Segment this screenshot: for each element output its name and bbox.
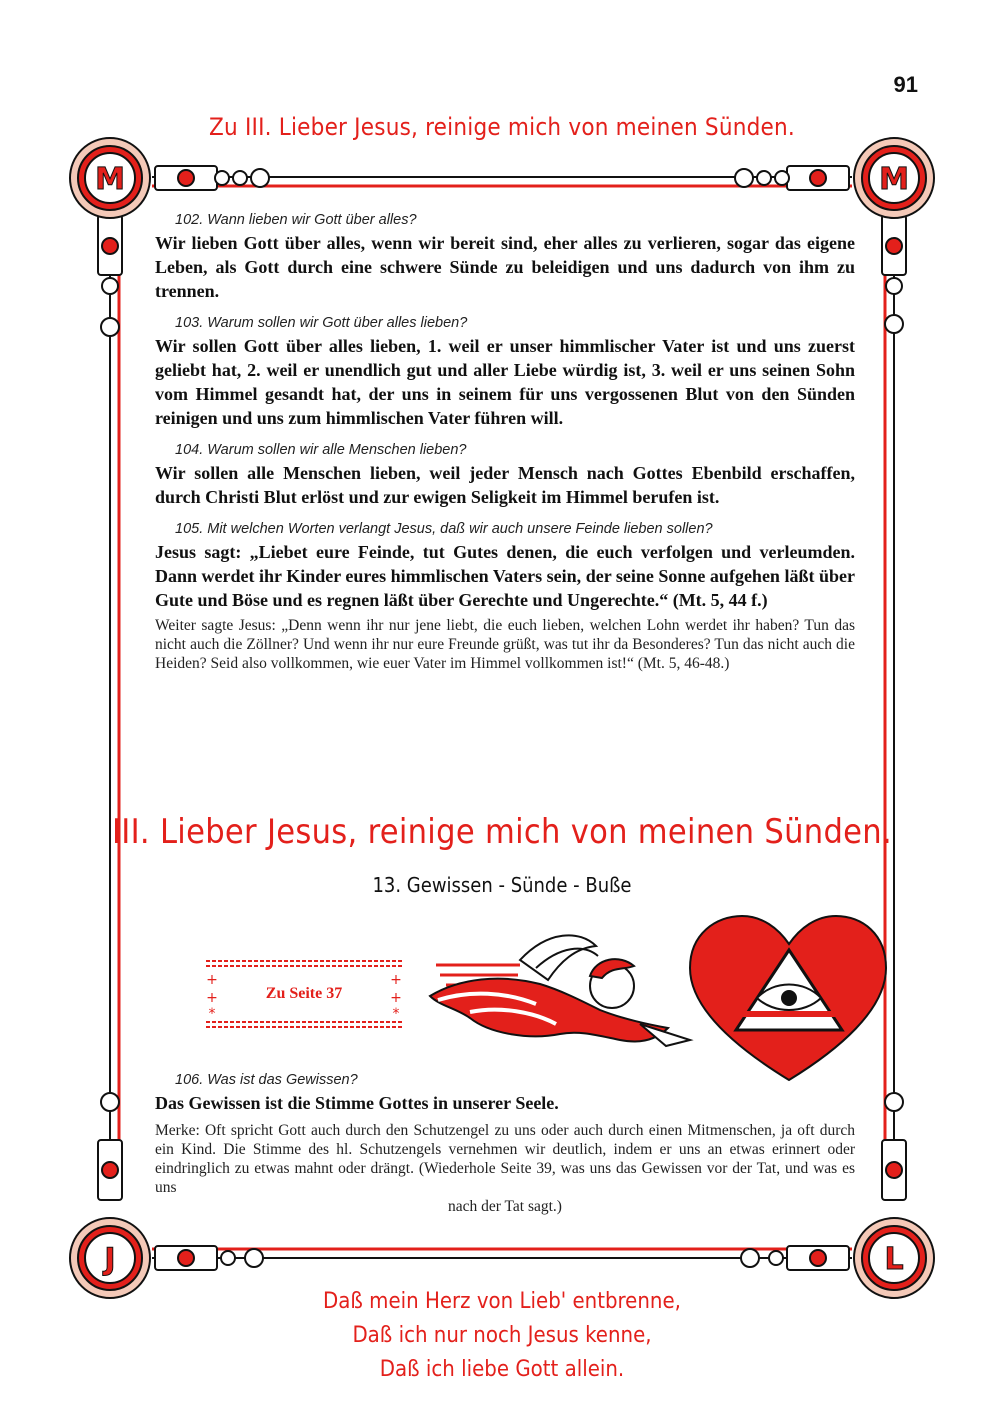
answer-text: Wir sollen alle Menschen lieben, weil jeder Mensch nach Gottes Ebenbild erschaffen, durch Christi Blut erlöst und zur ewigen Seligkeit im Himmel berufen ist.	[155, 463, 855, 507]
angel-illustration	[430, 935, 690, 1046]
page-reference-link[interactable]: Zu Seite 37	[265, 985, 343, 1002]
svg-text:*: *	[208, 1006, 216, 1022]
page-number: 91	[893, 72, 918, 97]
svg-text:+: +	[206, 990, 218, 1006]
svg-text:+: +	[390, 990, 402, 1006]
svg-text:+: +	[390, 972, 402, 988]
question-105	[155, 521, 855, 673]
corner-letter-top-left: M	[95, 162, 125, 197]
section-heading: III. Lieber Jesus, reinige mich von meinen Sünden.	[111, 812, 893, 852]
verse-line: Daß ich liebe Gott allein.	[379, 1357, 625, 1382]
question-text: 105. Mit welchen Worten verlangt Jesus, daß wir auch unsere Feinde lieben sollen?	[175, 521, 713, 537]
corner-letter-top-right: M	[879, 162, 909, 197]
closing-verse	[0, 1285, 1004, 1387]
chapter-heading: 13. Gewissen - Sünde - Buße	[372, 873, 632, 897]
page-reference-box	[204, 958, 404, 1030]
question-text: 106. Was ist das Gewissen?	[175, 1072, 358, 1088]
answer-text: Wir sollen Gott über alles lieben, 1. weil er unser himmlischer Vater ist und uns zuerst geliebt hat, 2. weil er unendlich gut und aller Liebe würdig ist, 3. weil er uns seinen Sohn vom Himmel gesandt hat, der uns in seinem für uns vergossenen Blut von den Sünden reinigen und uns zum himmlischen Vater führen will.	[155, 336, 855, 428]
answer-text: Wir lieben Gott über alles, wenn wir bereit sind, eher alles zu verlieren, sogar das eigene Leben, als Gott durch eine schwere Sünde zu beleidigen und uns dadurch von ihm zu trennen.	[155, 233, 855, 301]
answer-text: Jesus sagt: „Liebet eure Feinde, tut Gutes denen, die euch verfolgen und verleumden. Dann werdet ihr Kinder eures himmlischen Vaters sein, der seine Sonne aufgehen läßt über Gute und Böse und es regnen läßt über Gerechte und Ungerechte.“ (Mt. 5, 44 f.)	[155, 542, 855, 610]
note-text: Weiter sagte Jesus: „Denn wenn ihr nur jene liebt, die euch lieben, welchen Lohn werdet ihr haben? Tun das nicht auch die Zöllner? Und wenn ihr nur eure Freunde grüßt, was tut ihr da Besonderes? Tun das nicht auch die Heiden? Seid also vollkommen, wie euer Vater im Himmel vollkommen ist!“ (Mt. 5, 46-48.)	[155, 617, 855, 672]
question-text: 103. Warum sollen wir Gott über alles lieben?	[175, 315, 468, 331]
question-text: 102. Wann lieben wir Gott über alles?	[175, 212, 417, 228]
questions-top	[155, 212, 855, 673]
verse-line: Daß mein Herz von Lieb' entbrenne,	[323, 1289, 681, 1314]
note-text: Merke: Oft spricht Gott auch durch den Schutzengel zu uns oder auch durch einen Mitmenschen, ja oft durch ein Kind. Die Stimme des hl. Schutzengels vernehmen wir deutlich, indem er uns an etwas erinnert oder eindringlich zu etwas mahnt oder drängt. (Wiederhole Seite 39, was uns das Gewissen vor der Tat, und was es uns	[155, 1122, 855, 1196]
question-text: 104. Warum sollen wir alle Menschen lieben?	[175, 442, 467, 458]
heart-eye-symbol	[690, 916, 886, 1080]
question-103	[155, 315, 855, 430]
note-text-end: nach der Tat sagt.)	[448, 1198, 562, 1215]
corner-letter-bottom-left: J	[104, 1242, 116, 1277]
answer-text: Das Gewissen ist die Stimme Gottes in unserer Seele.	[155, 1093, 559, 1113]
svg-text:*: *	[392, 1006, 400, 1022]
top-heading: Zu III. Lieber Jesus, reinige mich von meinen Sünden.	[209, 113, 795, 141]
question-104	[155, 442, 855, 509]
question-102	[155, 212, 855, 303]
question-106	[155, 1072, 855, 1216]
verse-line: Daß ich nur noch Jesus kenne,	[352, 1323, 652, 1348]
corner-letter-bottom-right: L	[884, 1242, 904, 1277]
svg-text:+: +	[206, 972, 218, 988]
